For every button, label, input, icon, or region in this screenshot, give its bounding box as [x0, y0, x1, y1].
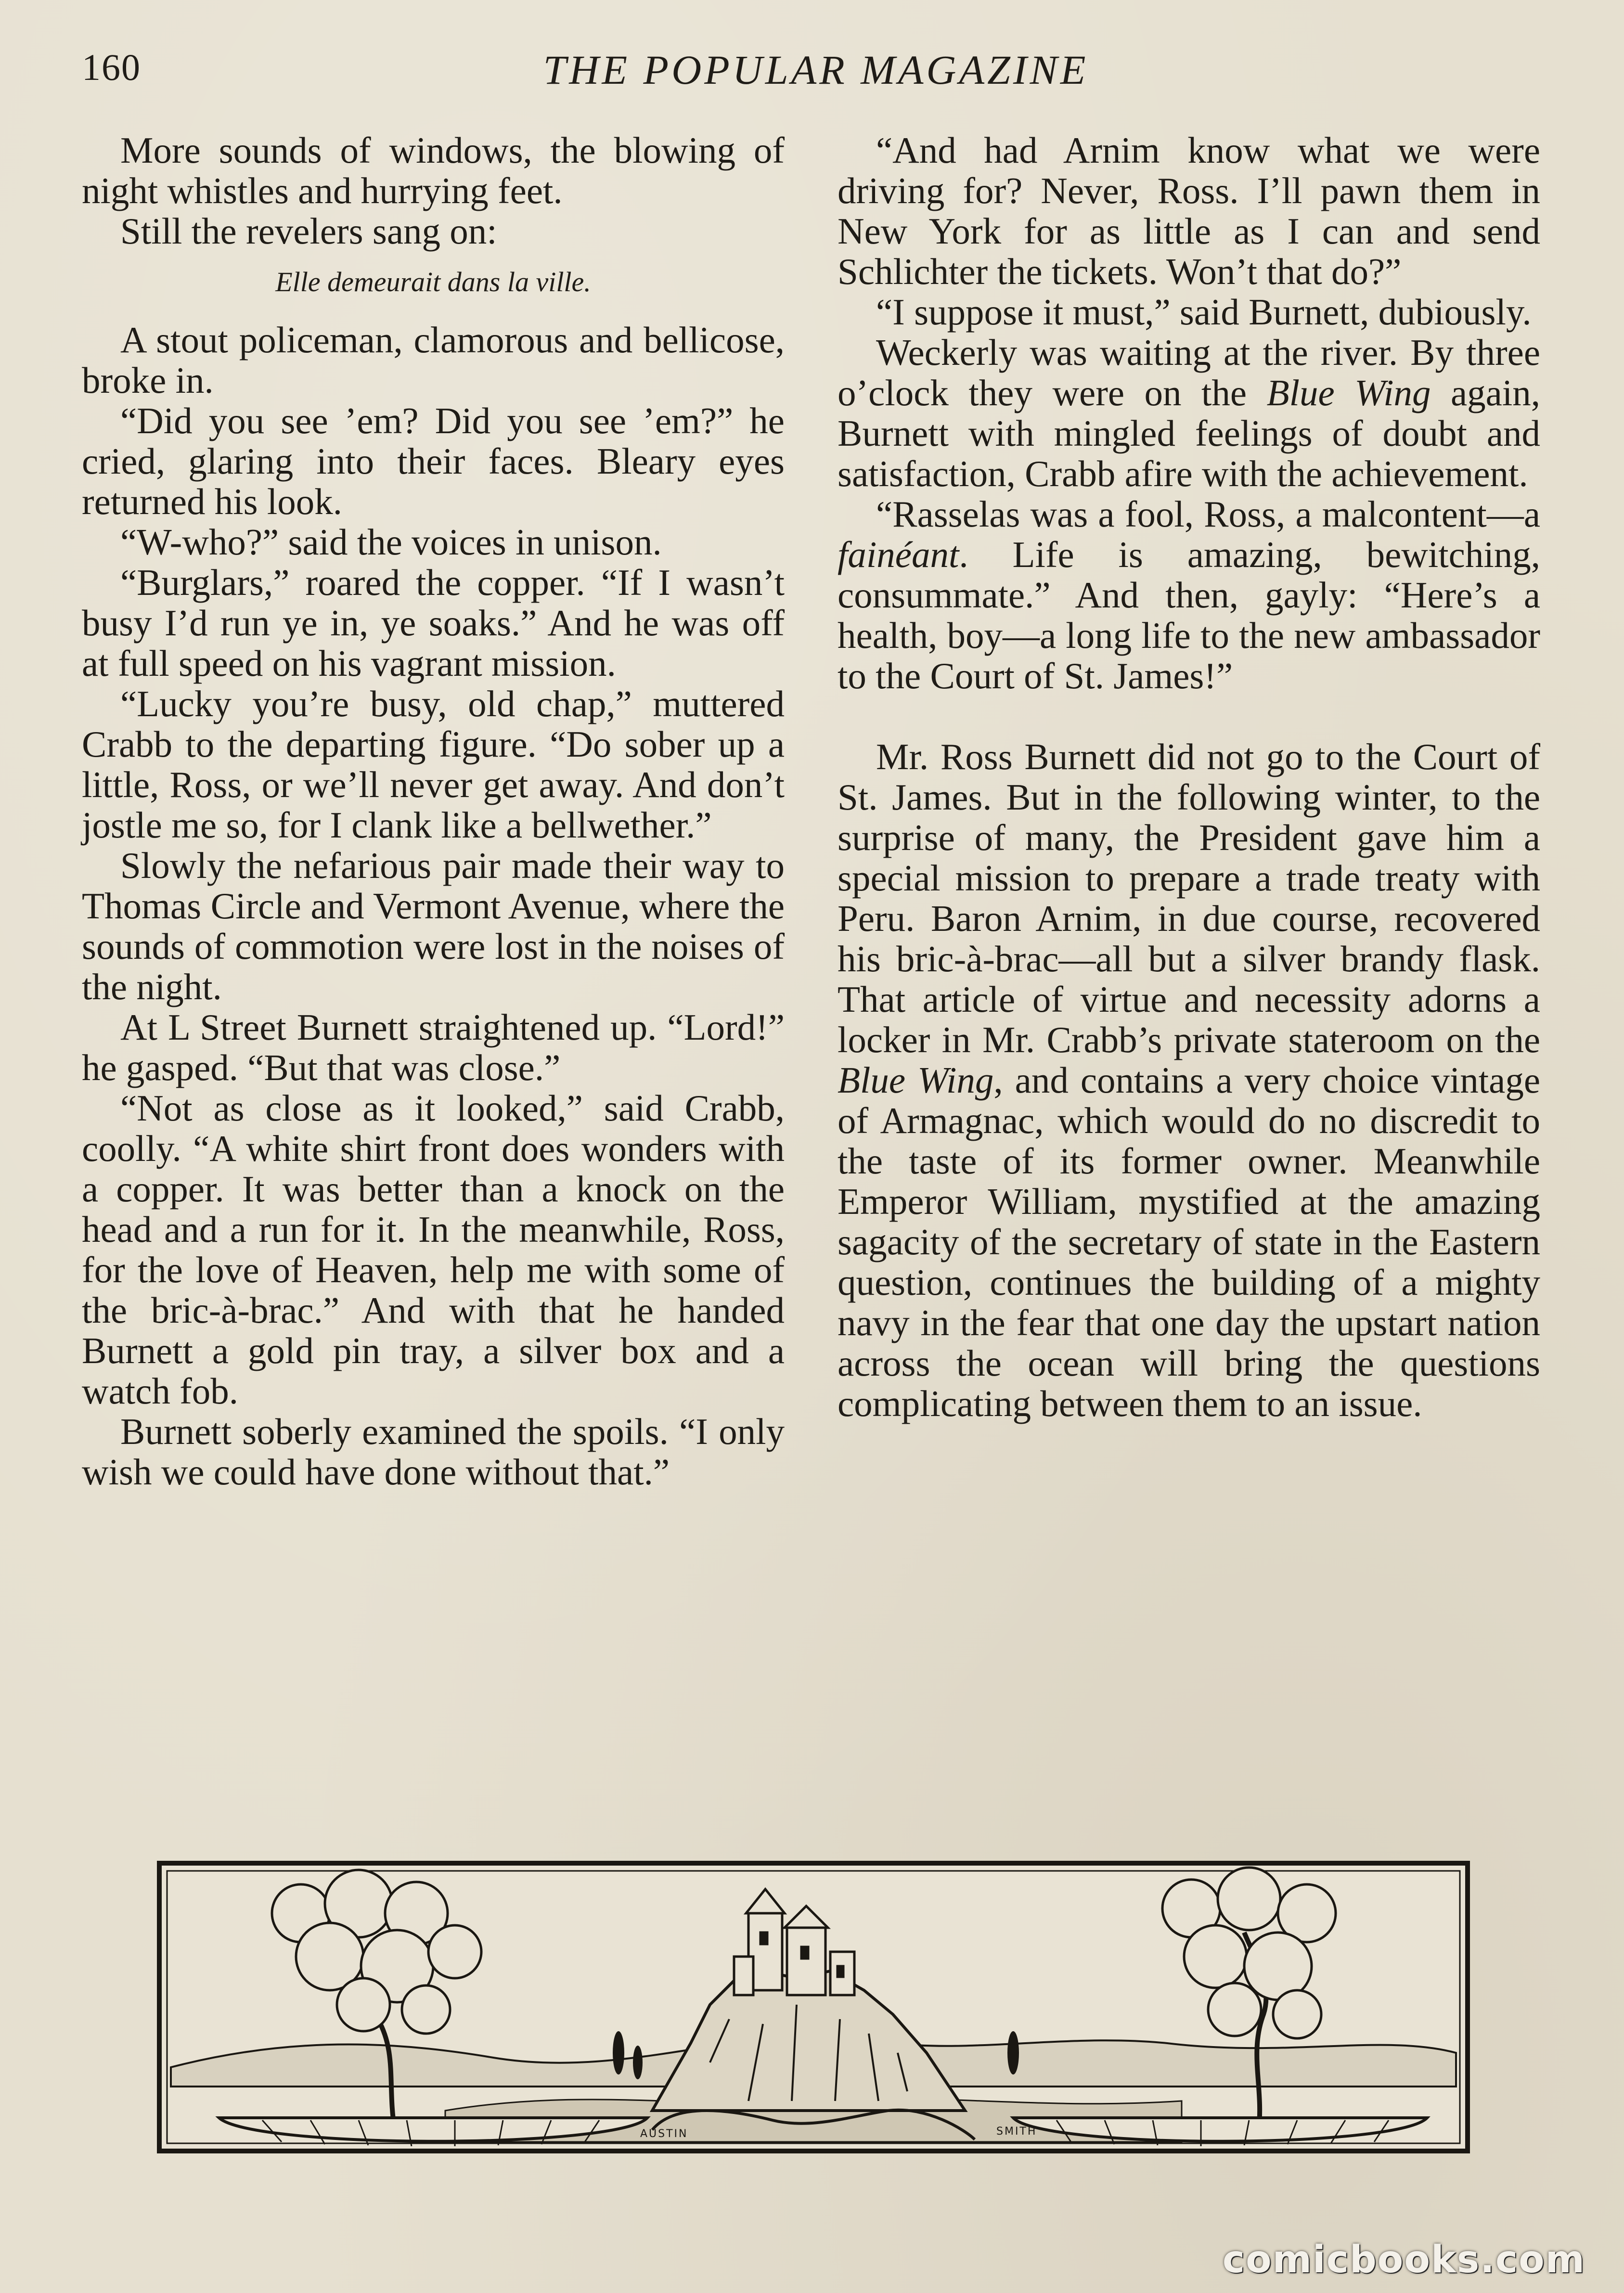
- paragraph: Still the revelers sang on:: [120, 210, 497, 252]
- artist-signature-left: AUSTIN: [640, 2128, 688, 2140]
- right-column: [838, 130, 1540, 1424]
- text-run: , and contains a very choice vintage of Armagnac, which would do no discredit to the taste of its former owner. Meanwhile Emperor William, mystified at the amazing sagacity of the secretary of state in the Eastern question, continues the building of a mighty navy in the fear that one day the upstart nation across the ocean will bring the questions complicating between them to an issue.: [838, 1059, 1541, 1424]
- text-run: Weckerly was waiting at the river. By three o’clock they were on the: [838, 332, 1540, 413]
- page-number: 160: [82, 46, 141, 88]
- foreign-word: fainéant: [838, 534, 959, 575]
- paragraph: [838, 736, 1540, 1424]
- paragraph: “Burglars,” roared the copper. “If I wasn’t busy I’d run ye in, ye soaks.” And he was off at full speed on his vagrant mission.: [82, 562, 785, 684]
- paragraph: More sounds of windows, the blowing of night whistles and hurrying feet.: [82, 129, 785, 211]
- paragraph: [838, 332, 1540, 494]
- song-verse: Elle demeurait dans la ville.: [275, 266, 591, 297]
- artist-signature-right: SMITH: [996, 2126, 1037, 2138]
- page-header: [82, 46, 1550, 103]
- text-run: again, Burnett with mingled feelings of doubt and satisfaction, Crabb afire with the achievement.: [838, 372, 1540, 494]
- text-run: “Rasselas was a fool, Ross, a malcontent—a: [876, 493, 1540, 535]
- castle-illustration: [156, 1860, 1470, 2154]
- left-column: [82, 130, 785, 1492]
- running-head: THE POPULAR MAGAZINE: [543, 47, 1089, 93]
- paragraph: “I suppose it must,” said Burnett, dubiously.: [876, 291, 1532, 333]
- paragraph: [838, 494, 1540, 696]
- paragraph: “Lucky you’re busy, old chap,” muttered Crabb to the departing figure. “Do sober up a little, Ross, or we’ll never get away. And don’t jostle me so, for I clank like a bellwether.”: [82, 683, 785, 846]
- paragraph: Burnett soberly examined the spoils. “I only wish we could have done without that.”: [82, 1411, 785, 1493]
- watermark: comicbooks.com: [1222, 2238, 1585, 2281]
- ship-name: Blue Wing: [838, 1059, 994, 1101]
- paragraph: “W-who?” said the voices in unison.: [120, 521, 662, 563]
- text-run: . Life is amazing, bewitching, consummate.” And then, gayly: “Here’s a health, boy—a long life to the new ambassador to the Court of St. James!”: [838, 534, 1540, 696]
- paragraph: At L Street Burnett straightened up. “Lord!” he gasped. “But that was close.”: [82, 1006, 785, 1088]
- paragraph: “And had Arnim know what we were driving for? Never, Ross. I’ll pawn them in New York for as little as I can and send Schlichter the tickets. Won’t that do?”: [838, 129, 1540, 292]
- ship-name: Blue Wing: [1266, 372, 1431, 413]
- paragraph: A stout policeman, clamorous and bellicose, broke in.: [82, 319, 785, 401]
- text-run: Mr. Ross Burnett did not go to the Court of St. James. But in the following winter, to the surprise of many, the President gave him a special mission to prepare a trade treaty with Peru. Baron Arnim, in due course, recovered his bric-à-brac—all but a silver brandy flask. That article of virtue and necessity adorns a locker in Mr. Crabb’s private stateroom on the: [838, 736, 1540, 1060]
- paragraph: “Not as close as it looked,” said Crabb, coolly. “A white shirt front does wonders with a copper. It was better than a knock on the head and a run for it. In the meanwhile, Ross, for the love of Heaven, help me with some of the bric-à-brac.” And with that he handed Burnett a gold pin tray, a silver box and a watch fob.: [82, 1087, 785, 1412]
- paragraph: Slowly the nefarious pair made their way to Thomas Circle and Vermont Avenue, where the sounds of commotion were lost in the noises of the night.: [82, 845, 785, 1007]
- paragraph: “Did you see ’em? Did you see ’em?” he cried, glaring into their faces. Bleary eyes returned his look.: [82, 400, 785, 522]
